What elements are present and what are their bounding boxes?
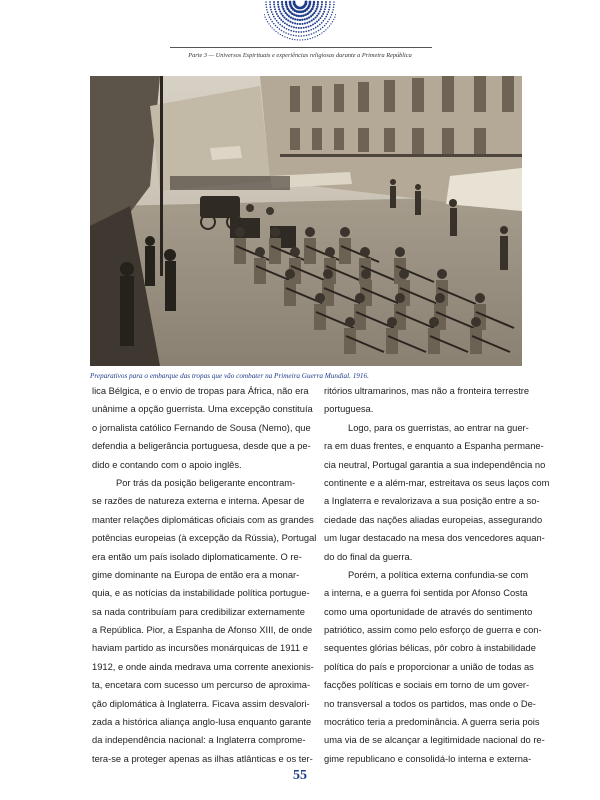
text-line: gime republicano e consolidá-lo interna e externa-: [324, 753, 532, 764]
text-line: um lugar destacado na mesa dos vencedores aquan-: [324, 533, 545, 544]
text-line: da independência nacional: a Inglaterra comprome-: [92, 735, 306, 746]
text-line: ção diplomática à Inglaterra. Ficava assim desvalori-: [92, 698, 310, 709]
text-line: ciedade das nações aliadas europeias, assegurando: [324, 514, 543, 525]
text-line: patriótico, assim como pelo esforço de guerra e con-: [324, 625, 542, 636]
text-line: cia neutral, Portugal garantia a sua independência no: [324, 459, 546, 470]
text-line: tera-se a proteger apenas as ilhas atlânticas e os ter-: [92, 753, 313, 764]
text-line: 1912, e onde ainda medrava uma corrente anexionis-: [92, 661, 314, 672]
text-line: política do país e proporcionar a união de todas as: [324, 661, 534, 672]
dotted-ornament-icon: [264, 0, 336, 46]
text-line: ra em duas frentes, e enquanto a Espanha permane-: [324, 441, 544, 452]
text-line: mocrático teria a predominância. A guerra seria pois: [324, 717, 540, 728]
text-line: como uma oportunidade de através do sentimento: [324, 606, 533, 617]
photo-caption: Preparativos para o embarque das tropas que vão combater na Primeira Guerra Mundial. 1916.: [90, 372, 369, 380]
text-line: ritórios ultramarinos, mas não a fronteira terrestre: [324, 386, 530, 396]
text-line: zada a histórica aliança anglo-lusa enquanto garante: [92, 717, 312, 728]
text-line: lica Bélgica, e o envio de tropas para África, não era: [92, 386, 309, 396]
text-line: quia, e as notícias da instabilidade política portugue-: [92, 588, 310, 599]
text-line: unânime a opção guerrista. Uma excepção constituía: [92, 404, 313, 415]
text-line: Porém, a política externa confundia-se com: [348, 569, 529, 580]
text-line: no transversal a todos os partidos, mas onde o De-: [324, 698, 536, 709]
text-line: ta, encetara com sucesso um percurso de aproxima-: [92, 680, 311, 691]
text-line: continente e a além-mar, estreitava os seus laços com: [324, 477, 550, 488]
text-line: uma via de se alcançar a legitimidade nacional do re-: [324, 735, 545, 746]
text-line: a República. Pior, a Espanha de Afonso XIII, de onde: [92, 625, 313, 636]
historic-photograph: [90, 76, 522, 366]
page-number: 55: [293, 768, 307, 783]
text-line: era então um país isolado diplomaticamente. O re-: [92, 551, 302, 562]
body-column-right: [324, 382, 550, 768]
text-line: sa nada contribuíam para credibilizar externamente: [92, 606, 305, 617]
body-column-left: [92, 382, 317, 768]
text-line: Por trás da posição beligerante encontram-: [116, 477, 296, 488]
text-line: defendia a beligerância portuguesa, desde que a pe-: [92, 441, 311, 452]
text-line: do do final da guerra.: [324, 551, 413, 562]
text-line: gime dominante na Europa de então era a monar-: [92, 569, 300, 580]
text-line: a interna, e a guerra foi sentida por Afonso Costa: [324, 588, 528, 599]
text-line: sequentes glórias bélicas, pôr cobro à instabilidade: [324, 643, 536, 654]
running-head: Parte 3 — Universos Espirituais e experiências religiosas durante a Primeira República: [188, 52, 412, 59]
text-line: o jornalista católico Fernando de Sousa (Nemo), que: [92, 422, 311, 433]
text-line: facções políticas e sociais em torno de um gover-: [324, 680, 530, 691]
text-line: dido e contando com o apoio inglês.: [92, 459, 242, 470]
text-line: Logo, para os guerristas, ao entrar na guer-: [348, 422, 529, 433]
text-line: manter relações diplomáticas oficiais com as grandes: [92, 514, 314, 525]
text-line: haviam partido as incursões monárquicas de 1911 e: [92, 643, 308, 654]
text-line: se razões de natureza externa e interna. Apesar de: [92, 496, 305, 507]
text-line: a Inglaterra e revalorizava a sua posição entre a so-: [324, 496, 540, 507]
header-rule: [170, 47, 432, 48]
text-line: potências europeias (à excepção da Rússia), Portugal: [92, 533, 317, 544]
text-line: portuguesa.: [324, 404, 374, 415]
